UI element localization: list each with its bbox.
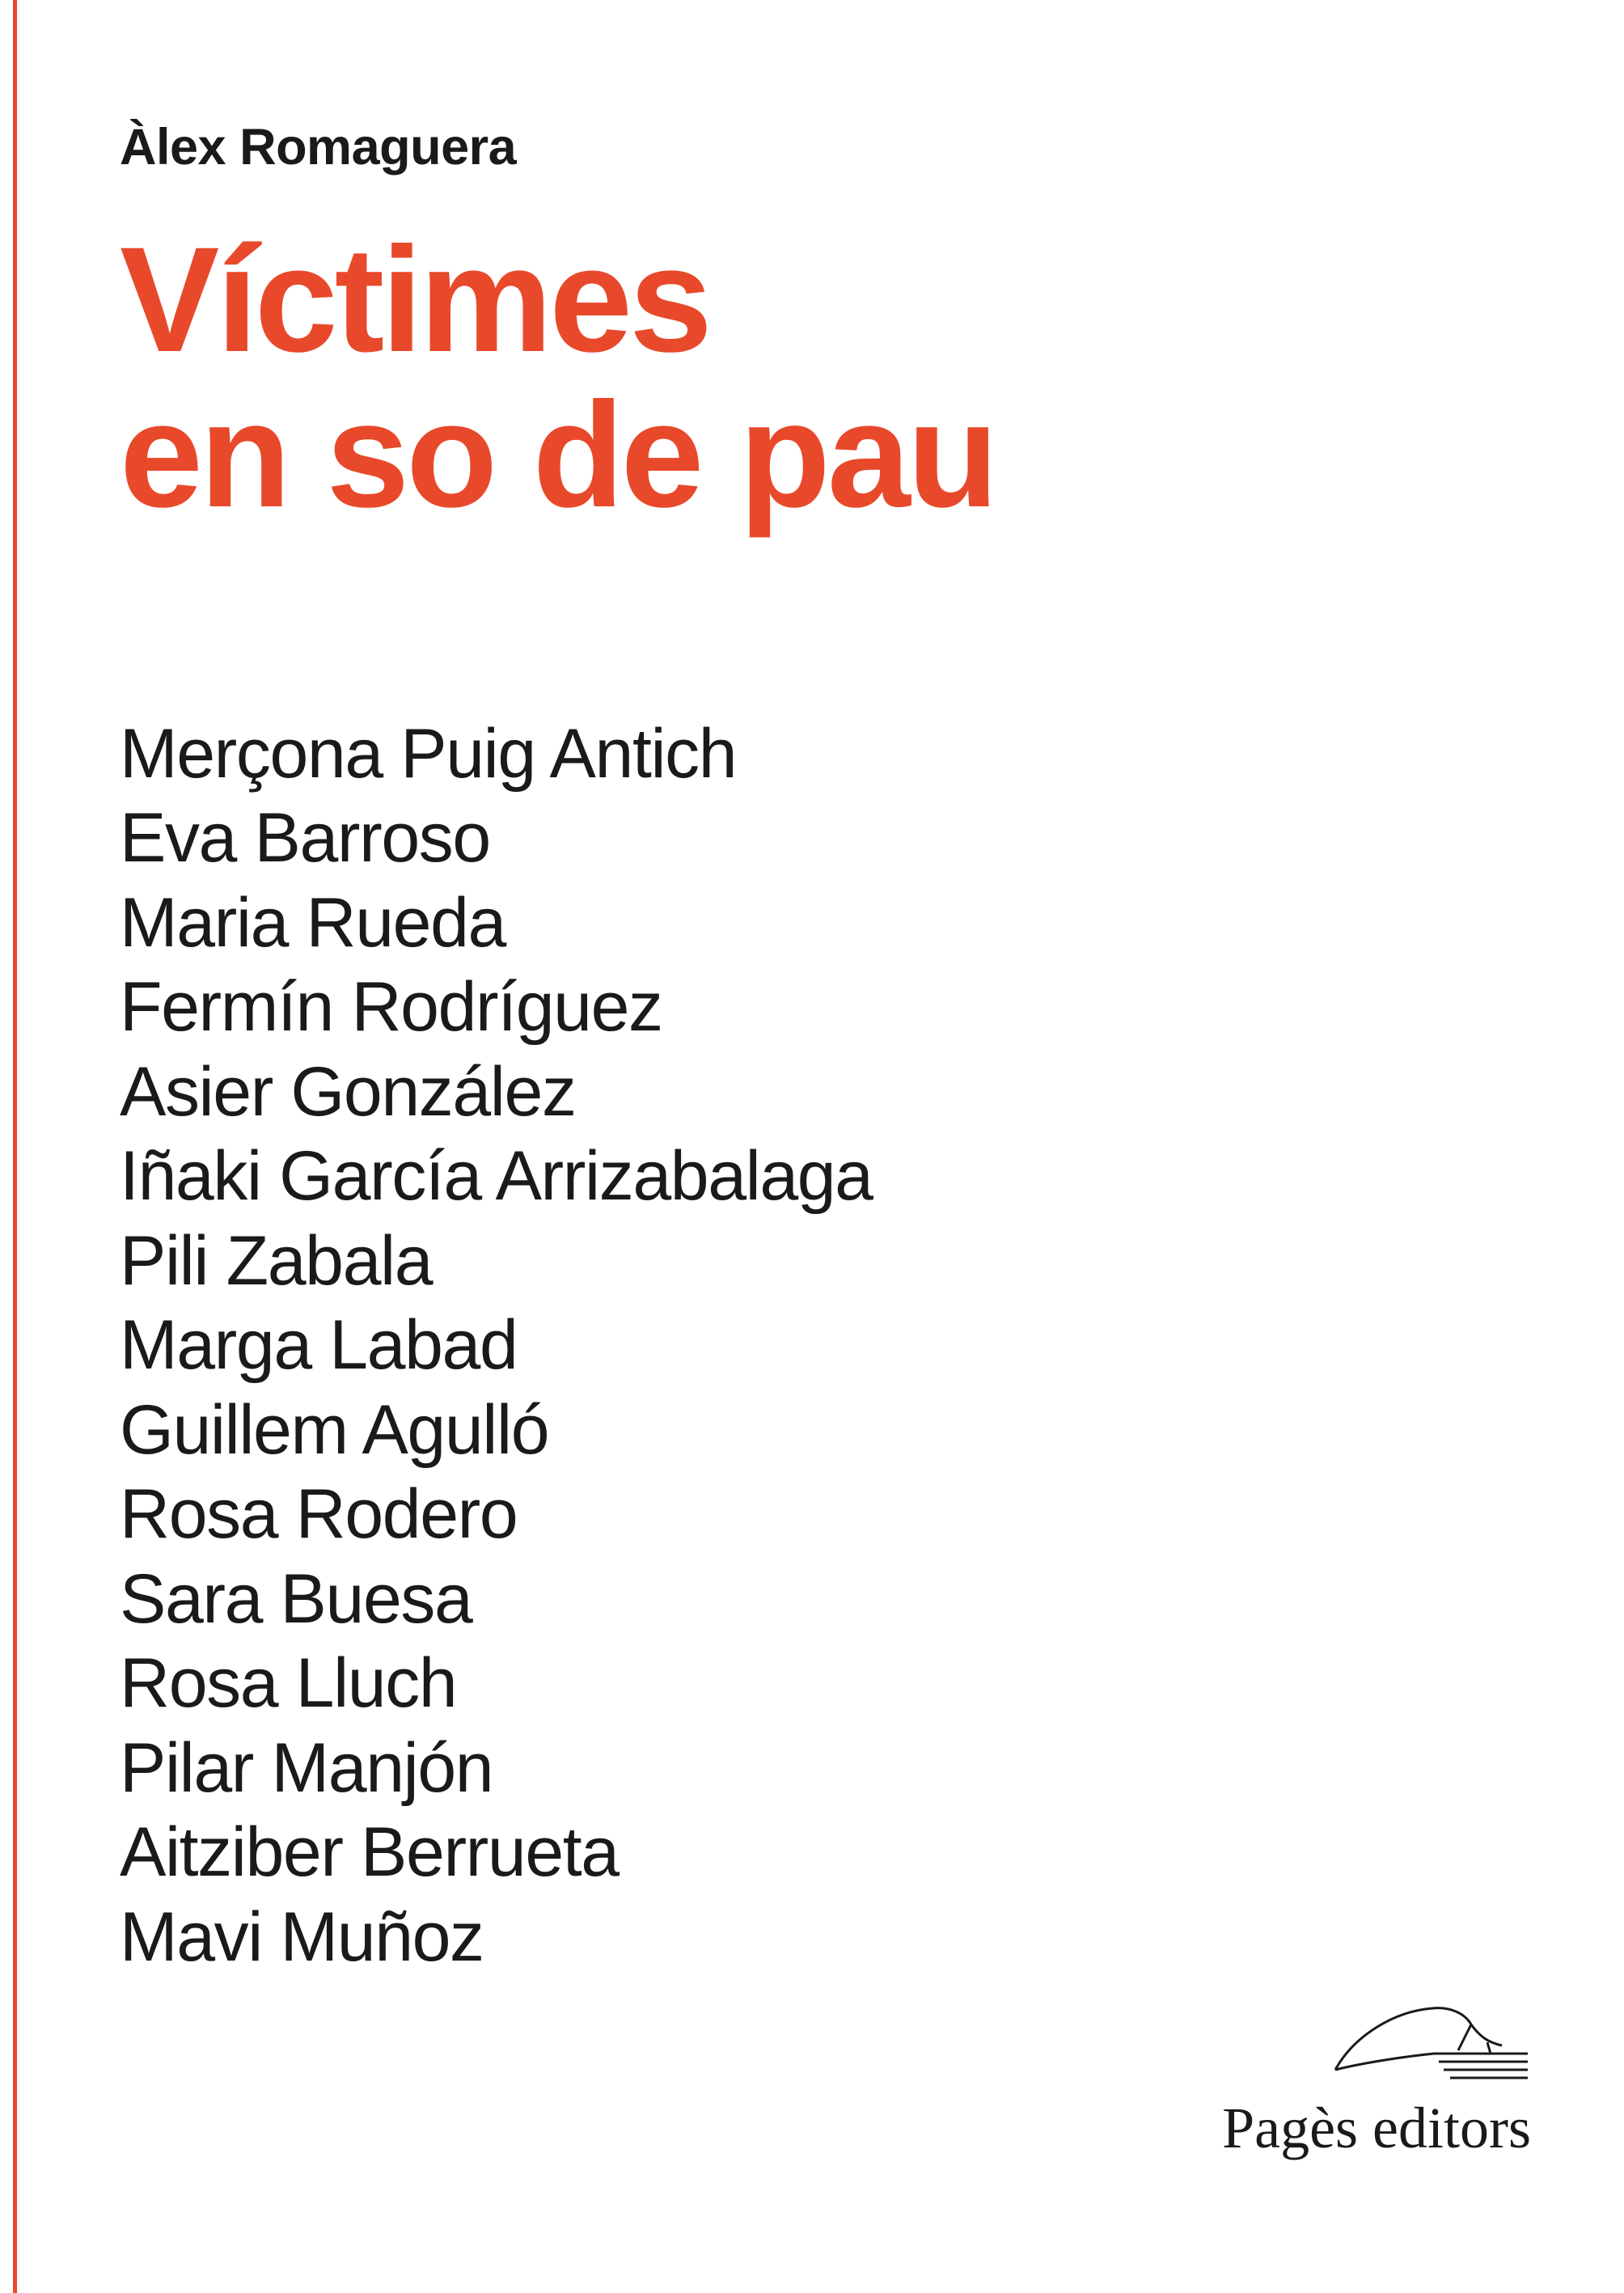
pages-editors-book-icon — [1329, 2000, 1531, 2097]
book-title — [120, 217, 1446, 539]
list-item: Sara Buesa — [120, 1559, 472, 1638]
list-item: Mavi Muñoz — [120, 1897, 484, 1976]
list-item: Iñaki García Arrizabalaga — [120, 1137, 873, 1216]
title-line-1: Víctimes — [120, 217, 709, 383]
publisher-name: Pagès editors — [1222, 2096, 1531, 2160]
list-item: Marga Labad — [120, 1306, 518, 1385]
contributor-list — [120, 712, 1446, 1979]
list-item: Asier González — [120, 1052, 576, 1131]
list-item: Maria Rueda — [120, 883, 505, 962]
list-item: Pilar Manjón — [120, 1728, 493, 1807]
title-line-2: en so de pau — [120, 372, 996, 539]
list-item: Pili Zabala — [120, 1221, 433, 1300]
list-item: Aitziber Berrueta — [120, 1813, 619, 1892]
list-item: Merçona Puig Antich — [120, 715, 737, 793]
cover-content — [120, 0, 1511, 2293]
publisher-logo — [1127, 2000, 1531, 2162]
list-item: Eva Barroso — [120, 799, 490, 878]
list-item: Guillem Agulló — [120, 1390, 549, 1469]
list-item: Rosa Rodero — [120, 1475, 518, 1554]
author-name: Àlex Romaguera — [120, 119, 517, 176]
list-item: Rosa Lluch — [120, 1644, 457, 1723]
list-item: Fermín Rodríguez — [120, 968, 662, 1047]
spine-accent-rule — [13, 0, 17, 2293]
